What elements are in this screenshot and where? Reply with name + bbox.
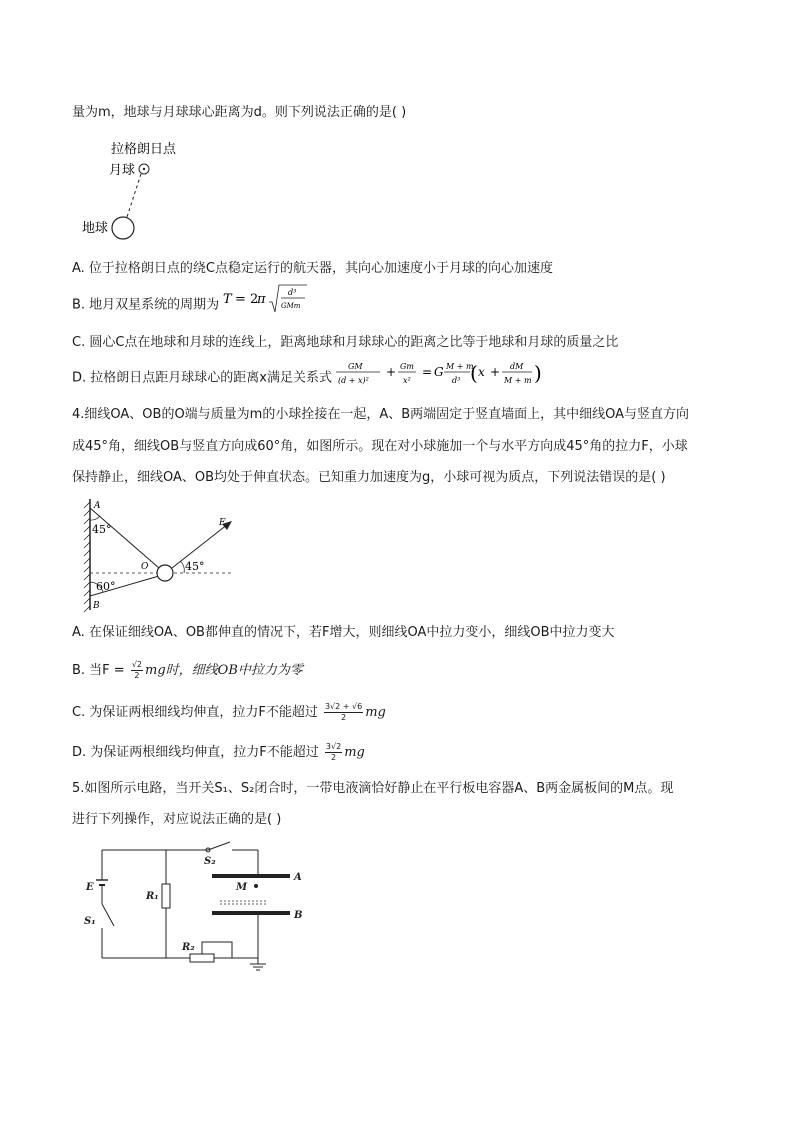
point-a-label: A xyxy=(94,501,101,511)
angle-b-label: 60° xyxy=(96,580,116,593)
svg-text:x²: x² xyxy=(403,376,411,385)
svg-text:): ) xyxy=(534,361,542,385)
point-o-label: O xyxy=(141,562,149,572)
r2-slider-wire xyxy=(202,942,232,958)
svg-text:x: x xyxy=(478,365,485,379)
label-a: A xyxy=(294,872,302,883)
q4-option-c-fraction xyxy=(324,702,363,723)
wall-hatching xyxy=(84,502,90,612)
svg-text:= 2: = 2 xyxy=(235,292,259,307)
strings-figure xyxy=(80,494,240,616)
angle-f-label: 45° xyxy=(185,560,205,573)
lagrange-label: 拉格朗日点 xyxy=(111,142,177,157)
svg-text:dM: dM xyxy=(510,362,524,371)
svg-text:T: T xyxy=(223,292,232,307)
angle-a-arc xyxy=(90,516,100,520)
svg-text:d³: d³ xyxy=(288,288,297,297)
q4-option-b-num: √2 xyxy=(131,660,143,669)
q3-option-c: C. 圆心C点在地球和月球的连线上，距离地球和月球球心的距离之比等于地球和月球的质量之比 xyxy=(72,335,619,350)
q4-option-d-den: 2 xyxy=(331,753,337,762)
q4-option-d-num: 3√2 xyxy=(325,742,342,751)
svg-text:(: ( xyxy=(470,361,478,385)
q5-stem-line1: 5.如图所示电路，当开关S₁、S₂闭合时，一带电液滴恰好静止在平行板电容器A、B两金属板间的M点。现 xyxy=(72,781,674,796)
svg-text:+: + xyxy=(490,365,501,379)
q4-option-b xyxy=(72,660,303,681)
label-m: M xyxy=(236,882,248,893)
label-s1: S₁ xyxy=(84,916,96,927)
q3-option-a: A. 位于拉格朗日点的绕C点稳定运行的航天器，其向心加速度小于月球的向心加速度 xyxy=(72,261,554,276)
q3-option-d-text: D. 拉格朗日点距月球球心的距离x满足关系式 xyxy=(72,370,332,386)
earth-label: 地球 xyxy=(82,221,109,236)
svg-text:G: G xyxy=(434,365,444,379)
switch-s2-blade xyxy=(208,842,230,850)
label-e: E xyxy=(86,882,94,893)
q4-stem-line3: 保持静止，细线OA、OB均处于伸直状态。已知重力加速度为g，小球可视为质点，下列说法错误的是( ) xyxy=(72,470,666,485)
angle-a-label: 45° xyxy=(92,523,112,536)
label-b: B xyxy=(294,910,303,921)
q3-option-b-formula xyxy=(223,282,313,316)
angle-f-arc xyxy=(180,561,184,573)
q4-option-d-pre: D. 为保证两根细线均伸直，拉力F不能超过 xyxy=(72,745,319,760)
svg-text:d³: d³ xyxy=(452,376,461,385)
q4-stem-line1: 4.细线OA、OB的O端与质量为m的小球拴接在一起，A、B两端固定于竖直墙面上，其中细线OA与竖直方向 xyxy=(72,407,690,422)
q4-option-c-pre: C. 为保证两根细线均伸直，拉力F不能超过 xyxy=(72,705,318,720)
q3-option-d xyxy=(72,361,548,388)
q4-option-d-fraction xyxy=(325,742,342,763)
plate-b xyxy=(212,911,290,915)
force-f-label: F xyxy=(219,518,226,528)
svg-text:π: π xyxy=(257,292,266,307)
svg-text:=: = xyxy=(422,365,433,379)
ball-circle xyxy=(157,565,173,581)
resistor-r2 xyxy=(190,954,214,962)
switch-s1-blade xyxy=(102,904,114,926)
q4-stem-line2: 成45°角，细线OB与竖直方向成60°角，如图所示。现在对小球施加一个与水平方向成45°角的拉力F，小球 xyxy=(72,439,688,454)
earth-moon-figure xyxy=(78,138,208,248)
resistor-r1 xyxy=(162,884,170,908)
q4-option-d-post: mg xyxy=(344,745,365,760)
q3-option-b-text: B. 地月双星系统的周期为 xyxy=(72,297,220,313)
lagrange-dot xyxy=(143,168,145,170)
earth-circle xyxy=(112,217,134,239)
point-b-label: B xyxy=(93,601,100,611)
string-oa xyxy=(90,508,159,568)
circuit-figure xyxy=(80,838,310,972)
svg-text:GM: GM xyxy=(348,362,363,371)
q4-option-a: A. 在保证细线OA、OB都伸直的情况下，若F增大，则细线OA中拉力变小，细线OB中拉力变大 xyxy=(72,625,615,640)
q4-option-c-den: 2 xyxy=(341,713,347,722)
q3-option-d-formula xyxy=(336,358,548,388)
q4-option-c xyxy=(72,702,386,723)
moon-label: 月球 xyxy=(109,163,136,178)
svg-text:M + m: M + m xyxy=(446,362,474,371)
q4-option-b-fraction xyxy=(131,660,143,681)
q5-stem-line2: 进行下列操作，对应说法正确的是( ) xyxy=(72,812,282,827)
q4-option-b-post: mg时，细线OB中拉力为零 xyxy=(145,663,303,678)
droplet-m-dot xyxy=(254,884,258,888)
label-s2: S₂ xyxy=(204,856,216,867)
label-r2: R₂ xyxy=(182,942,195,953)
svg-text:M + m: M + m xyxy=(504,376,532,385)
q4-option-b-den: 2 xyxy=(134,671,140,680)
q3-stem-tail: 量为m，地球与月球球心距离为d。则下列说法正确的是( ) xyxy=(72,105,407,120)
q3-option-b xyxy=(72,288,313,316)
q4-option-c-post: mg xyxy=(365,705,386,720)
earth-moon-line xyxy=(127,174,141,217)
q4-option-b-pre: B. 当F = xyxy=(72,663,125,678)
svg-text:GMm: GMm xyxy=(281,302,301,310)
label-r1: R₁ xyxy=(146,891,159,902)
q4-option-d xyxy=(72,742,365,763)
svg-text:(d + x)²: (d + x)² xyxy=(338,376,369,385)
q4-option-c-num: 3√2 + √6 xyxy=(324,702,363,711)
svg-text:+: + xyxy=(386,365,397,379)
plate-a xyxy=(212,874,290,878)
svg-text:Gm: Gm xyxy=(400,362,415,371)
